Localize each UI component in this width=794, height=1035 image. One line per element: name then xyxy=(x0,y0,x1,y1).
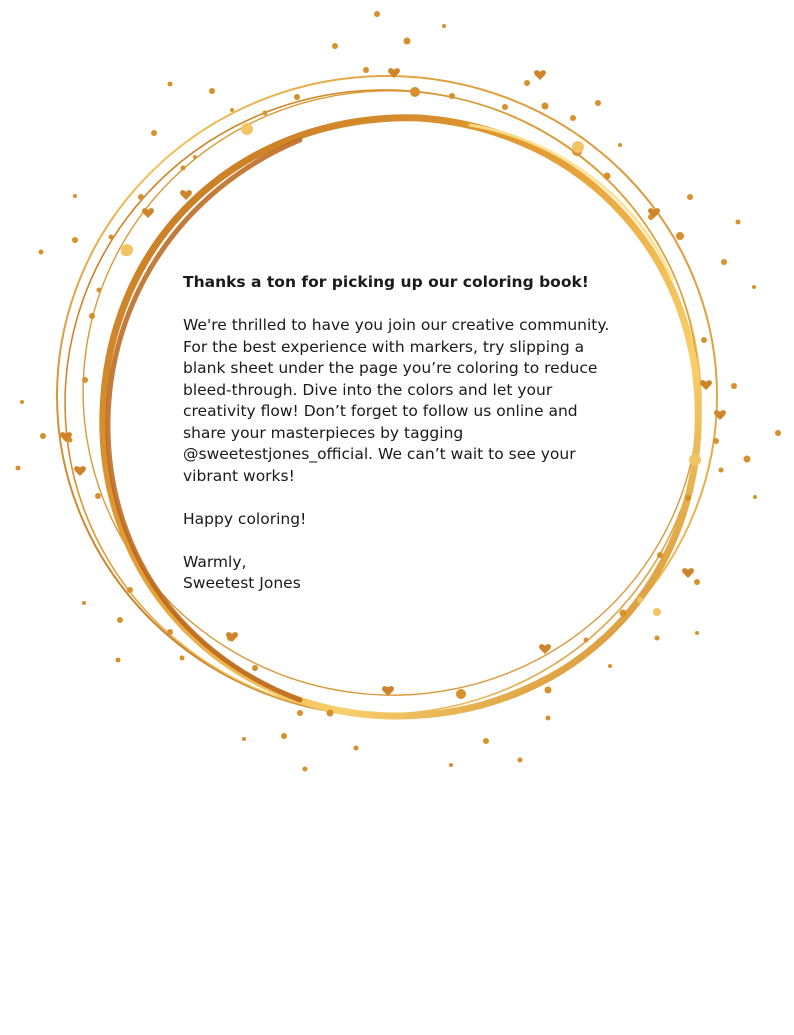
letter-title: Thanks a ton for picking up our coloring book! xyxy=(183,273,589,291)
letter-signature: Sweetest Jones xyxy=(183,574,301,592)
letter-greeting: Happy coloring! xyxy=(183,509,307,528)
thank-you-letter xyxy=(183,272,623,595)
letter-body: We're thrilled to have you join our creative community. For the best experience with markers, try slipping a blank sheet under the page you’re coloring to reduce bleed-through. Dive into the colors and let your creativity flow! Don’t forget to follow us online and share your masterpieces by tagging @sweetestjones_official. We can’t wait to see your vibrant works! xyxy=(183,316,610,485)
letter-signoff: Warmly, xyxy=(183,552,247,571)
